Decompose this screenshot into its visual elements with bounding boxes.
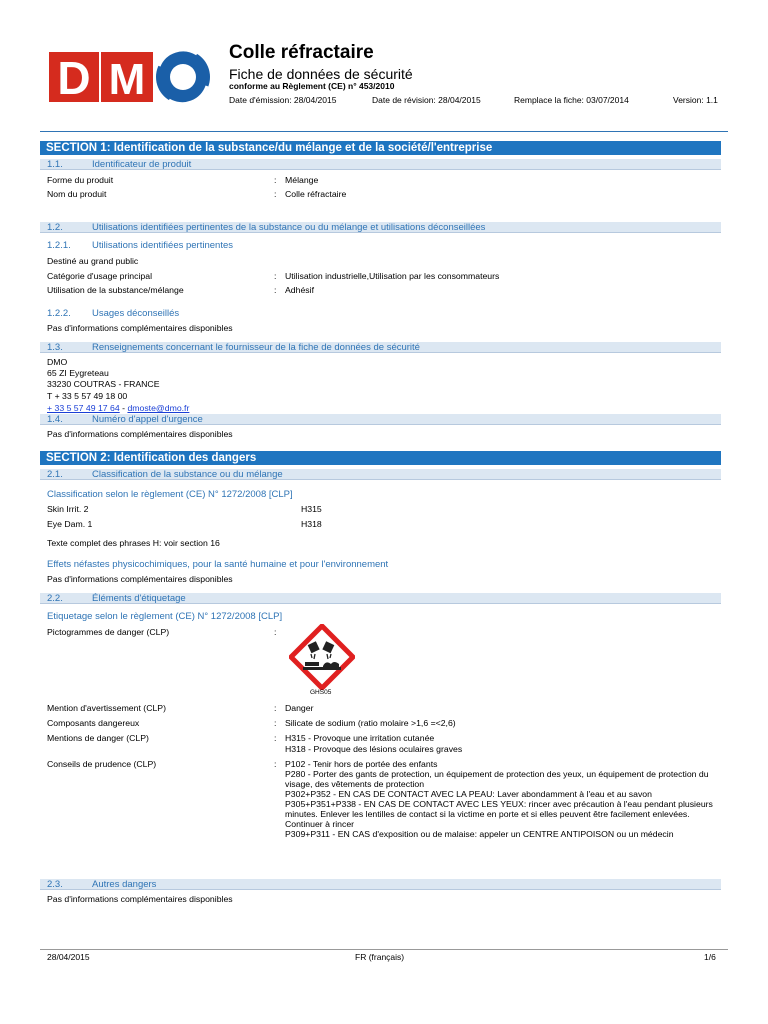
subsection-1-1: 1.1. Identificateur de produit xyxy=(40,159,721,170)
subsection-1-4: 1.4. Numéro d'appel d'urgence xyxy=(40,414,721,425)
subsection-1-2-1-title: Utilisations identifiées pertinentes xyxy=(92,240,233,251)
no-info-text: Pas d'informations complémentaires disponibles xyxy=(47,894,233,904)
clp-classification-heading: Classification selon le règlement (CE) N° 1272/2008 [CLP] xyxy=(47,489,293,500)
colon: : xyxy=(274,759,277,769)
precaution-statement: P280 - Porter des gants de protection, un équipement de protection des yeux, un équipement de protection du visage, des vêtements de protection xyxy=(285,769,709,789)
pictogram-caption: GHS05 xyxy=(310,689,332,696)
revision-date: Date de révision: 28/04/2015 xyxy=(372,95,481,105)
nom-value: Colle réfractaire xyxy=(285,189,347,199)
subsection-1-3: 1.3. Renseignements concernant le fournisseur de la fiche de données de sécurité xyxy=(40,342,721,353)
colon: : xyxy=(274,733,277,743)
hazard-statement: H318 - Provoque des lésions oculaires graves xyxy=(285,744,463,754)
class-code: H315 xyxy=(301,504,322,514)
subsection-1-2-2-num: 1.2.2. xyxy=(47,308,71,319)
category-label: Catégorie d'usage principal xyxy=(47,271,153,281)
corrosion-icon xyxy=(289,624,355,690)
company-address-1: 65 ZI Eygreteau xyxy=(47,368,109,378)
footer-language: FR (français) xyxy=(355,952,405,962)
precautionary-statements xyxy=(285,759,725,839)
company-phone: T + 33 5 57 49 18 00 xyxy=(47,391,128,401)
forme-value: Mélange xyxy=(285,175,319,185)
colon: : xyxy=(274,703,277,713)
replaces-date: Remplace la fiche: 03/07/2014 xyxy=(514,95,629,105)
hazard-statement: H315 - Provoque une irritation cutanée xyxy=(285,733,435,743)
class-code: H318 xyxy=(301,519,322,529)
email-link[interactable]: dmoste@dmo.fr xyxy=(127,403,190,413)
class-name: Eye Dam. 1 xyxy=(47,519,93,529)
colon: : xyxy=(274,189,277,199)
no-info-text: Pas d'informations complémentaires disponibles xyxy=(47,574,233,584)
precaution-label: Conseils de prudence (CLP) xyxy=(47,759,157,769)
fax-link[interactable]: + 33 5 57 49 17 64 xyxy=(47,403,120,413)
company-contact-line: + 33 5 57 49 17 64 - dmoste@dmo.fr xyxy=(47,403,190,413)
subsection-2-1: 2.1. Classification de la substance ou du mélange xyxy=(40,469,721,480)
hazard-statements-label: Mentions de danger (CLP) xyxy=(47,733,149,743)
company-address-2: 33230 COUTRAS - FRANCE xyxy=(47,379,160,389)
utilisation-label: Utilisation de la substance/mélange xyxy=(47,285,184,295)
regulation-note: conforme au Règlement (CE) n° 453/2010 xyxy=(229,81,395,91)
colon: : xyxy=(274,718,277,728)
footer-page: 1/6 xyxy=(704,952,716,962)
nom-label: Nom du produit xyxy=(47,189,107,199)
hazardous-components-value: Silicate de sodium (ratio molaire >1,6 =<2,6) xyxy=(285,718,456,728)
subsection-1-2-2-title: Usages déconseillés xyxy=(92,308,180,319)
colon: : xyxy=(274,175,277,185)
dmo-logo xyxy=(47,46,211,108)
effects-heading: Effets néfastes physicochimiques, pour la santé humaine et pour l'environnement xyxy=(47,559,389,570)
footer-divider xyxy=(40,949,728,950)
pictogram-label: Pictogrammes de danger (CLP) xyxy=(47,627,170,637)
signal-word-label: Mention d'avertissement (CLP) xyxy=(47,703,166,713)
issue-date: Date d'émission: 28/04/2015 xyxy=(229,95,337,105)
version: Version: 1.1 xyxy=(673,95,718,105)
subsection-2-3: 2.3. Autres dangers xyxy=(40,879,721,890)
class-name: Skin Irrit. 2 xyxy=(47,504,89,514)
no-info-text: Pas d'informations complémentaires disponibles xyxy=(47,429,233,439)
precaution-statement: P102 - Tenir hors de portée des enfants xyxy=(285,759,438,769)
full-text-note: Texte complet des phrases H: voir section 16 xyxy=(47,538,220,548)
forme-label: Forme du produit xyxy=(47,175,114,185)
header-divider xyxy=(40,131,728,132)
precaution-statement: P302+P352 - EN CAS DE CONTACT AVEC LA PEAU: Laver abondamment à l'eau et au savon xyxy=(285,789,652,799)
section-2-header: SECTION 2: Identification des dangers xyxy=(40,451,721,465)
signal-word-value: Danger xyxy=(285,703,314,713)
colon: : xyxy=(274,285,277,295)
colon: : xyxy=(274,271,277,281)
document-subtitle: Fiche de données de sécurité xyxy=(229,66,413,82)
document-title: Colle réfractaire xyxy=(229,42,374,63)
subsection-1-2-1-num: 1.2.1. xyxy=(47,240,71,251)
destine-text: Destiné au grand public xyxy=(47,256,139,266)
colon: : xyxy=(274,627,277,637)
no-info-text: Pas d'informations complémentaires disponibles xyxy=(47,323,233,333)
precaution-statement: P305+P351+P338 - EN CAS DE CONTACT AVEC LES YEUX: rincer avec précaution à l'eau pendant plusieurs minutes. Enlever les lentilles de contact si la victime en porte et si elles peuvent être facilement enlevées. Continuer à rincer xyxy=(285,799,713,829)
svg-text:M: M xyxy=(108,55,146,104)
precaution-statement: P309+P311 - EN CAS d'exposition ou de malaise: appeler un CENTRE ANTIPOISON ou un médecin xyxy=(285,829,674,839)
subsection-1-2: 1.2. Utilisations identifiées pertinentes de la substance ou du mélange et utilisations déconseillées xyxy=(40,222,721,233)
footer-date: 28/04/2015 xyxy=(47,952,90,962)
svg-text:D: D xyxy=(57,52,91,104)
category-value: Utilisation industrielle,Utilisation par les consommateurs xyxy=(285,271,500,281)
labelling-heading: Etiquetage selon le règlement (CE) N° 1272/2008 [CLP] xyxy=(47,611,283,622)
utilisation-value: Adhésif xyxy=(285,285,314,295)
section-1-header: SECTION 1: Identification de la substance/du mélange et de la société/l'entreprise xyxy=(40,141,721,155)
subsection-2-2: 2.2. Éléments d'étiquetage xyxy=(40,593,721,604)
hazardous-components-label: Composants dangereux xyxy=(47,718,140,728)
company-name: DMO xyxy=(47,357,68,367)
